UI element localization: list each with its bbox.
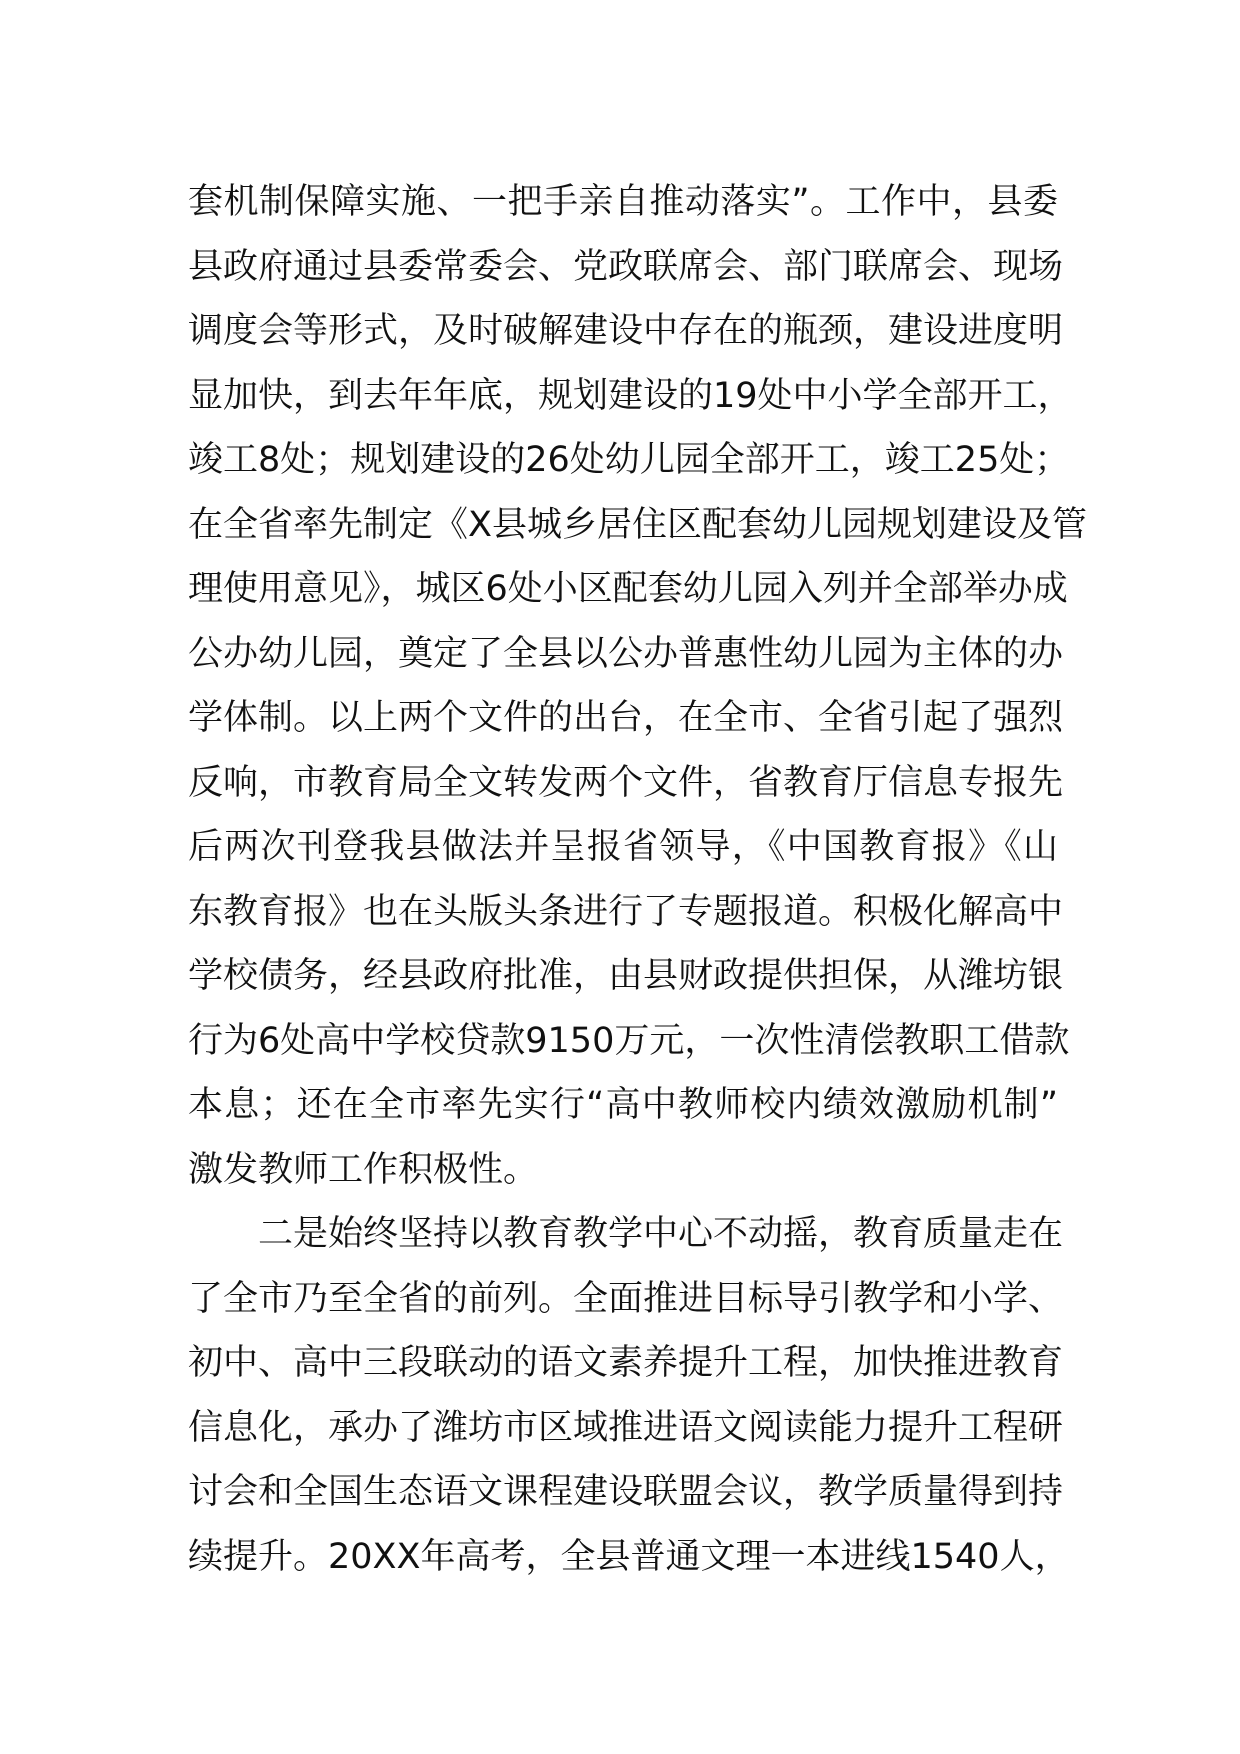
paragraph-1-line-7: 理使用意见》，城区6处小区配套幼儿园入列并全部举办成 [188,569,1068,609]
paragraph-1-line-6: 在全省率先制定《X县城乡居住区配套幼儿园规划建设及管 [188,504,1087,545]
paragraph-1-line-12: 东教育报》也在头版头条进行了专题报道。积极化解高中 [188,891,1064,932]
paragraph-2-line-4: 信息化，承办了潍坊市区域推进语文阅读能力提升工程研 [188,1407,1064,1448]
paragraph-1-line-4: 显加快，到去年年底，规划建设的19处中小学全部开工， [188,375,1073,416]
paragraph-1-line-3: 调度会等形式，及时破解建设中存在的瓶颈，建设进度明 [188,311,1064,351]
paragraph-1-line-10: 反响，市教育局全文转发两个文件，省教育厅信息专报先 [188,762,1064,803]
paragraph-1-line-8: 公办幼儿园，奠定了全县以公办普惠性幼儿园为主体的办 [188,633,1064,674]
paragraph-1-line-16: 激发教师工作积极性。 [188,1149,539,1190]
paragraph-2-line-1: 二是始终坚持以教育教学中心不动摇，教育质量走在 [258,1214,1064,1254]
paragraph-1-line-14: 行为6处高中学校贷款9150万元，一次性清偿教职工借款 [188,1020,1070,1061]
paragraph-2-line-3: 初中、高中三段联动的语文素养提升工程，加快推进教育 [188,1343,1064,1383]
paragraph-2-line-6: 续提升。20XX年高考，全县普通文理一本进线1540人， [188,1536,1070,1577]
body-text [188,170,1087,1589]
paragraph-2-line-5: 讨会和全国生态语文课程建设联盟会议，教学质量得到持 [188,1472,1064,1512]
paragraph-1-line-9: 学体制。以上两个文件的出台，在全市、全省引起了强烈 [188,698,1064,738]
paragraph-1-line-15: 本息；还在全市率先实行“高中教师校内绩效激励机制” [188,1085,1058,1125]
paragraph-1-line-11: 后两次刊登我县做法并呈报省领导，《中国教育报》《山 [188,827,1058,867]
paragraph-1-line-1: 套机制保障实施、一把手亲自推动落实”。工作中，县委 [188,182,1058,222]
paragraph-2-line-2: 了全市乃至全省的前列。全面推进目标导引教学和小学、 [188,1278,1064,1319]
paragraph-1-line-13: 学校债务，经县政府批准，由县财政提供担保，从潍坊银 [188,956,1064,996]
paragraph-1-line-2: 县政府通过县委常委会、党政联席会、部门联席会、现场 [188,246,1064,287]
paragraph-1-line-5: 竣工8处；规划建设的26处幼儿园全部开工，竣工25处； [188,440,1070,480]
